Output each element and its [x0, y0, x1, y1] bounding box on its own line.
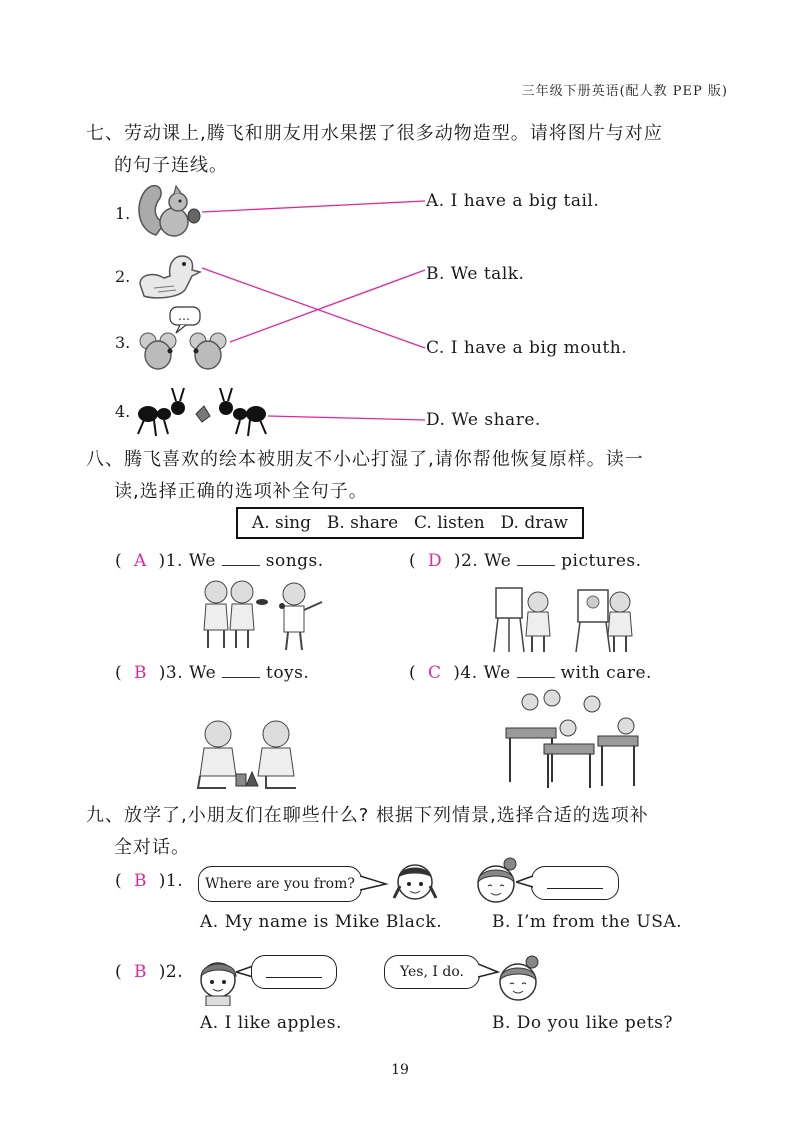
bubble-blank — [266, 967, 322, 978]
answer-3: B — [133, 663, 147, 683]
section-8-line2: 读,选择正确的选项补全句子。 — [114, 481, 368, 502]
speech-bubble-text: Yes, I do. — [400, 964, 464, 980]
item-number: 3. — [115, 333, 131, 352]
option-c: C. I have a big mouth. — [426, 338, 628, 358]
matching-lines — [0, 0, 800, 460]
match-line-4-D — [268, 416, 425, 420]
answer-4: C — [427, 663, 442, 683]
speech-bubble — [198, 866, 362, 902]
option-b: B. We talk. — [426, 264, 525, 284]
section-8-instruction — [86, 444, 726, 508]
sentence-3: ( B )3. We toys. — [115, 663, 310, 683]
answer-1: A — [133, 551, 147, 571]
match-line-1-A — [202, 201, 425, 212]
section-8-line1: 八、腾飞喜欢的绘本被朋友不小心打湿了,请你帮他恢复原样。读一 — [86, 449, 644, 470]
dialogue-1-label: ( B )1. — [115, 871, 184, 891]
sentence-1: ( A )1. We songs. — [115, 551, 324, 571]
page-number: 19 — [391, 1062, 409, 1078]
section-9-instruction — [86, 800, 726, 864]
answer-bubble — [531, 866, 619, 900]
dialogue-2-label: ( B )2. — [115, 962, 184, 982]
choice-d: D. draw — [500, 513, 569, 533]
word-choice-box — [236, 507, 584, 539]
dialogue-2-option-a: A. I like apples. — [200, 1013, 342, 1033]
choice-a: A. sing — [251, 513, 311, 533]
blank — [222, 551, 260, 566]
choice-b: B. share — [326, 513, 399, 533]
section-7-line1: 七、劳动课上,腾飞和朋友用水果摆了很多动物造型。请将图片与对应 — [86, 123, 663, 144]
speech-bubble-text: Where are you from? — [205, 876, 355, 892]
item-number: 4. — [115, 402, 131, 421]
dialogue-1-option-a: A. My name is Mike Black. — [200, 912, 443, 932]
option-d: D. We share. — [426, 410, 541, 430]
speech-bubble — [384, 955, 480, 989]
singing-children-image — [196, 578, 336, 654]
dialogue-1-option-b: B. I’m from the USA. — [492, 912, 683, 932]
classroom-image — [502, 686, 642, 790]
bubble-tail — [360, 874, 390, 894]
item-number: 2. — [115, 267, 131, 286]
choice-c: C. listen — [414, 513, 485, 533]
answer-2: D — [427, 551, 443, 571]
item-number: 1. — [115, 204, 131, 223]
page-header: 三年级下册英语(配人教 PEP 版) — [521, 84, 728, 99]
section-9-line2: 全对话。 — [114, 837, 190, 858]
girl-avatar — [390, 858, 440, 908]
blank — [222, 663, 260, 678]
option-a: A. I have a big tail. — [426, 191, 600, 211]
answer-bubble — [251, 955, 337, 989]
section-9-line1: 九、放学了,小朋友们在聊些什么? 根据下列情景,选择合适的选项补 — [86, 805, 649, 826]
dialogue-answer-2: B — [133, 962, 147, 982]
bubble-blank — [547, 878, 603, 889]
drawing-children-image — [490, 582, 640, 654]
dialogue-answer-1: B — [133, 871, 147, 891]
girl-bun-avatar — [492, 952, 546, 1006]
match-line-3-B — [230, 270, 425, 342]
blank — [517, 663, 555, 678]
sentence-4: ( C )4. We with care. — [409, 663, 652, 683]
mice-bubble-text: … — [178, 309, 190, 323]
bubble-tail — [516, 874, 534, 890]
dialogue-2-option-b: B. Do you like pets? — [492, 1013, 674, 1033]
blank — [517, 551, 555, 566]
section-7-line2: 的句子连线。 — [114, 155, 228, 176]
sharing-toys-image — [196, 716, 300, 792]
sentence-2: ( D )2. We pictures. — [409, 551, 642, 571]
match-line-2-C — [202, 268, 425, 348]
